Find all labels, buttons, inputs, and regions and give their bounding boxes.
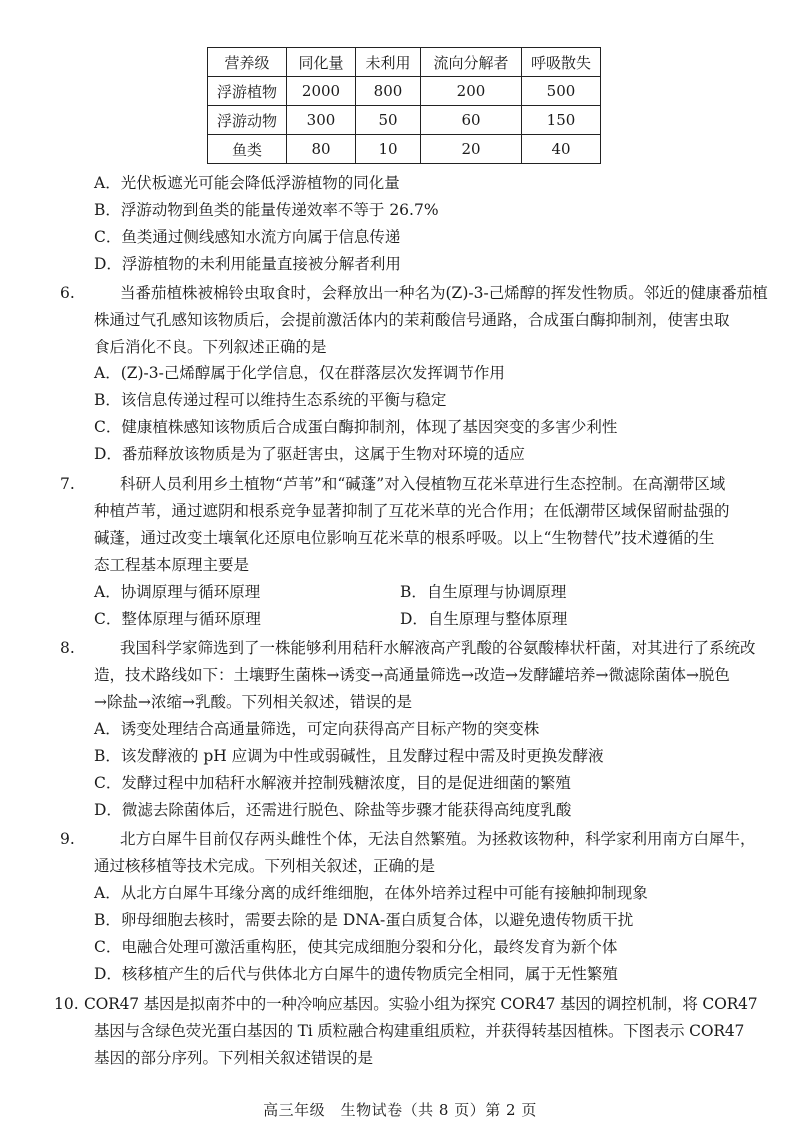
q8-stem-line: 造，技术路线如下：土壤野生菌株→诱变→高通量筛选→改造→发酵罐培养→微滤除菌体→脱色 xyxy=(94,666,730,684)
q7-option-a: A．协调原理与循环原理 xyxy=(94,583,261,601)
q9-option-b: B．卵母细胞去核时，需要去除的是 DNA-蛋白质复合体，以避免遗传物质干扰 xyxy=(94,911,634,929)
q9-option-d: D．核移植产生的后代与供体北方白犀牛的遗传物质完全相同，属于无性繁殖 xyxy=(94,965,618,983)
q6-option-c: C．健康植株感知该物质后合成蛋白酶抑制剂，体现了基因突变的多害少利性 xyxy=(94,418,618,436)
table-cell: 200 xyxy=(421,77,522,106)
table-cell: 60 xyxy=(421,106,522,135)
table-cell: 80 xyxy=(287,135,356,164)
q5-option-c: C．鱼类通过侧线感知水流方向属于信息传递 xyxy=(94,228,401,246)
q7-stem-line: 态工程基本原理主要是 xyxy=(94,556,250,574)
table-cell: 40 xyxy=(522,135,601,164)
table-cell: 500 xyxy=(522,77,601,106)
q5-option-d: D．浮游植物的未利用能量直接被分解者利用 xyxy=(94,255,401,273)
q6-stem-line: 当番茄植株被棉铃虫取食时，会释放出一种名为(Z)-3-己烯醇的挥发性物质。邻近的健康番茄植 xyxy=(120,284,768,302)
q10-stem-line: COR47 基因是拟南芥中的一种冷响应基因。实验小组为探究 COR47 基因的调控机制，将 COR47 xyxy=(84,995,758,1013)
q9-option-a: A．从北方白犀牛耳缘分离的成纤维细胞，在体外培养过程中可能有接触抑制现象 xyxy=(94,884,648,902)
table-row xyxy=(208,135,601,164)
q6-number: 6. xyxy=(60,284,75,302)
page-footer: 高三年级 生物试卷（共 8 页）第 2 页 xyxy=(263,1101,537,1119)
q10-stem-line: 基因的部分序列。下列相关叙述错误的是 xyxy=(94,1049,374,1067)
q9-number: 9. xyxy=(60,830,75,848)
q8-stem-line: 我国科学家筛选到了一株能够利用秸秆水解液高产乳酸的谷氨酸棒状杆菌，对其进行了系统改 xyxy=(120,639,756,657)
q5-option-a: A．光伏板遮光可能会降低浮游植物的同化量 xyxy=(94,174,400,192)
q8-option-b: B．该发酵液的 pH 应调为中性或弱碱性，且发酵过程中需及时更换发酵液 xyxy=(94,747,604,765)
energy-flow-table xyxy=(207,47,601,164)
q10-number: 10. xyxy=(54,995,79,1013)
table-row xyxy=(208,77,601,106)
q7-option-b: B．自生原理与协调原理 xyxy=(400,583,567,601)
table-header-cell: 未利用 xyxy=(356,48,421,77)
q7-option-c: C．整体原理与循环原理 xyxy=(94,610,261,628)
q9-option-c: C．电融合处理可激活重构胚，使其完成细胞分裂和分化，最终发育为新个体 xyxy=(94,938,618,956)
q6-option-a: A．(Z)-3-己烯醇属于化学信息，仅在群落层次发挥调节作用 xyxy=(94,364,505,382)
table-cell: 800 xyxy=(356,77,421,106)
table-header-cell: 流向分解者 xyxy=(421,48,522,77)
table-cell: 鱼类 xyxy=(208,135,287,164)
q7-option-d: D．自生原理与整体原理 xyxy=(400,610,568,628)
table-cell: 浮游植物 xyxy=(208,77,287,106)
q6-option-b: B．该信息传递过程可以维持生态系统的平衡与稳定 xyxy=(94,391,447,409)
q7-stem-line: 种植芦苇，通过遮阴和根系竞争显著抑制了互花米草的光合作用；在低潮带区域保留耐盐强的 xyxy=(94,502,730,520)
q6-option-d: D．番茄释放该物质是为了驱赶害虫，这属于生物对环境的适应 xyxy=(94,445,525,463)
table-cell: 10 xyxy=(356,135,421,164)
table-header-cell: 呼吸散失 xyxy=(522,48,601,77)
q8-option-d: D．微滤去除菌体后，还需进行脱色、除盐等步骤才能获得高纯度乳酸 xyxy=(94,801,572,819)
q8-number: 8. xyxy=(60,639,75,657)
q9-stem-line: 通过核移植等技术完成。下列相关叙述，正确的是 xyxy=(94,857,436,875)
table-cell: 浮游动物 xyxy=(208,106,287,135)
table-cell: 150 xyxy=(522,106,601,135)
table-header-cell: 同化量 xyxy=(287,48,356,77)
q7-stem-line: 碱蓬，通过改变土壤氧化还原电位影响互花米草的根系呼吸。以上“生物替代”技术遵循的生 xyxy=(94,529,715,547)
table-header-cell: 营养级 xyxy=(208,48,287,77)
table-cell: 20 xyxy=(421,135,522,164)
table-header-row xyxy=(208,48,601,77)
q8-stem-line: →除盐→浓缩→乳酸。下列相关叙述，错误的是 xyxy=(94,693,412,711)
q7-stem-line: 科研人员利用乡土植物“芦苇”和“碱蓬”对入侵植物互花米草进行生态控制。在高潮带区域 xyxy=(120,475,726,493)
q6-stem-line: 食后消化不良。下列叙述正确的是 xyxy=(94,338,327,356)
q7-number: 7. xyxy=(60,475,75,493)
q6-stem-line: 株通过气孔感知该物质后，会提前激活体内的茉莉酸信号通路，合成蛋白酶抑制剂，使害虫取 xyxy=(94,311,730,329)
q8-option-a: A．诱变处理结合高通量筛选，可定向获得高产目标产物的突变株 xyxy=(94,720,540,738)
table-cell: 2000 xyxy=(287,77,356,106)
table-row xyxy=(208,106,601,135)
q5-option-b: B．浮游动物到鱼类的能量传递效率不等于 26.7% xyxy=(94,201,439,219)
q10-stem-line: 基因与含绿色荧光蛋白基因的 Ti 质粒融合构建重组质粒，并获得转基因植株。下图表示 COR47 xyxy=(94,1022,745,1040)
q8-option-c: C．发酵过程中加秸秆水解液并控制残糖浓度，目的是促进细菌的繁殖 xyxy=(94,774,571,792)
table-cell: 300 xyxy=(287,106,356,135)
table-cell: 50 xyxy=(356,106,421,135)
q9-stem-line: 北方白犀牛目前仅存两头雌性个体，无法自然繁殖。为拯救该物种，科学家利用南方白犀牛， xyxy=(120,830,756,848)
